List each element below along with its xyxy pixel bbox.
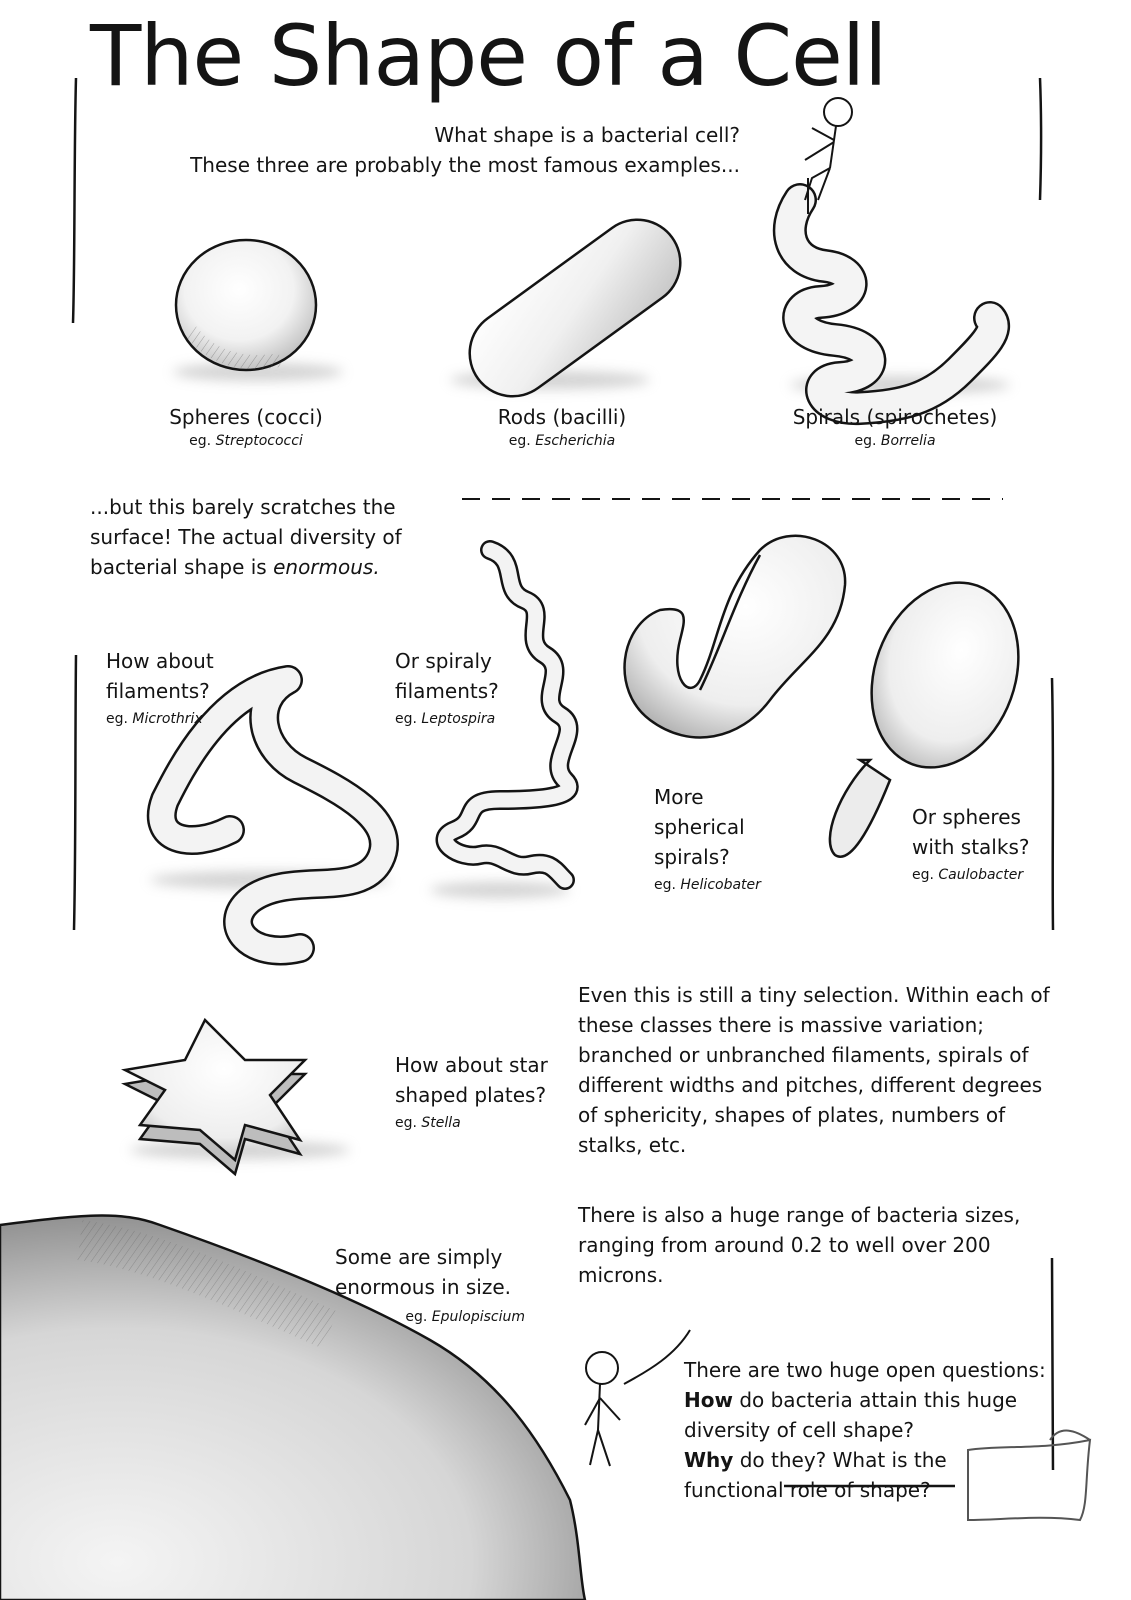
questions-text: There are two huge open questions: How do bacteria attain this huge diversity of cell shape? Why do they? What is the functional role of shape? [684, 1358, 1046, 1502]
spherical-spirals-label-block: More spherical spirals? eg. Helicobater [654, 782, 794, 894]
spirochetes-label-block [770, 402, 1020, 450]
bacilli-example: eg. Escherichia [508, 433, 616, 449]
cocci-label-block [146, 402, 346, 450]
spherical-spirals-example: eg. Helicobater [654, 877, 761, 893]
coccus-sphere-drawing [176, 240, 316, 370]
page-title: The Shape of a Cell [90, 7, 887, 105]
intro-line-1: What shape is a bacterial cell? [434, 123, 740, 147]
enormous-label-block: Some are simply enormous in size. eg. Epulopiscium [335, 1245, 525, 1325]
helicobacter-drawing [625, 536, 846, 738]
bacilli-label-block [462, 402, 662, 450]
star-label-block: How about star shaped plates? eg. Stella [395, 1050, 565, 1132]
diversity-text: ...but this barely scratches the surface! The actual diversity of bacterial shape is enormous. [90, 495, 402, 579]
stick-figure-bottom [585, 1330, 690, 1466]
filaments-label-block: How about filaments? eg. Microthrix [106, 646, 256, 728]
selection-text: Even this is still a tiny selection. Within each of these classes there is massive variation; branched or unbranched filaments, spirals of different widths and pitches, different degrees of sphericity, shapes of plates, numbers of stalks, etc. [578, 983, 1050, 1157]
stalks-example: eg. Caulobacter [912, 867, 1024, 883]
bacilli-label: Rods (bacilli) [497, 405, 627, 429]
star-example: eg. Stella [395, 1115, 461, 1131]
filaments-example: eg. Microthrix [106, 711, 203, 727]
intro-text [180, 120, 740, 180]
spirochetes-label: Spirals (spirochetes) [792, 405, 998, 429]
spirochetes-example: eg. Borrelia [854, 433, 936, 449]
stalks-label-block: Or spheres with stalks? eg. Caulobacter [912, 802, 1052, 884]
enormous-example: eg. Epulopiscium [405, 1309, 525, 1325]
size-text: There is also a huge range of bacteria sizes, ranging from around 0.2 to well over 200 microns. [578, 1203, 1021, 1287]
intro-line-2: These three are probably the most famous examples... [190, 153, 740, 177]
cocci-example: eg. Streptococci [189, 433, 303, 449]
spiraly-label-block: Or spiraly filaments? eg. Leptospira [395, 646, 545, 728]
spiraly-example: eg. Leptospira [395, 711, 496, 727]
cocci-label: Spheres (cocci) [169, 405, 323, 429]
